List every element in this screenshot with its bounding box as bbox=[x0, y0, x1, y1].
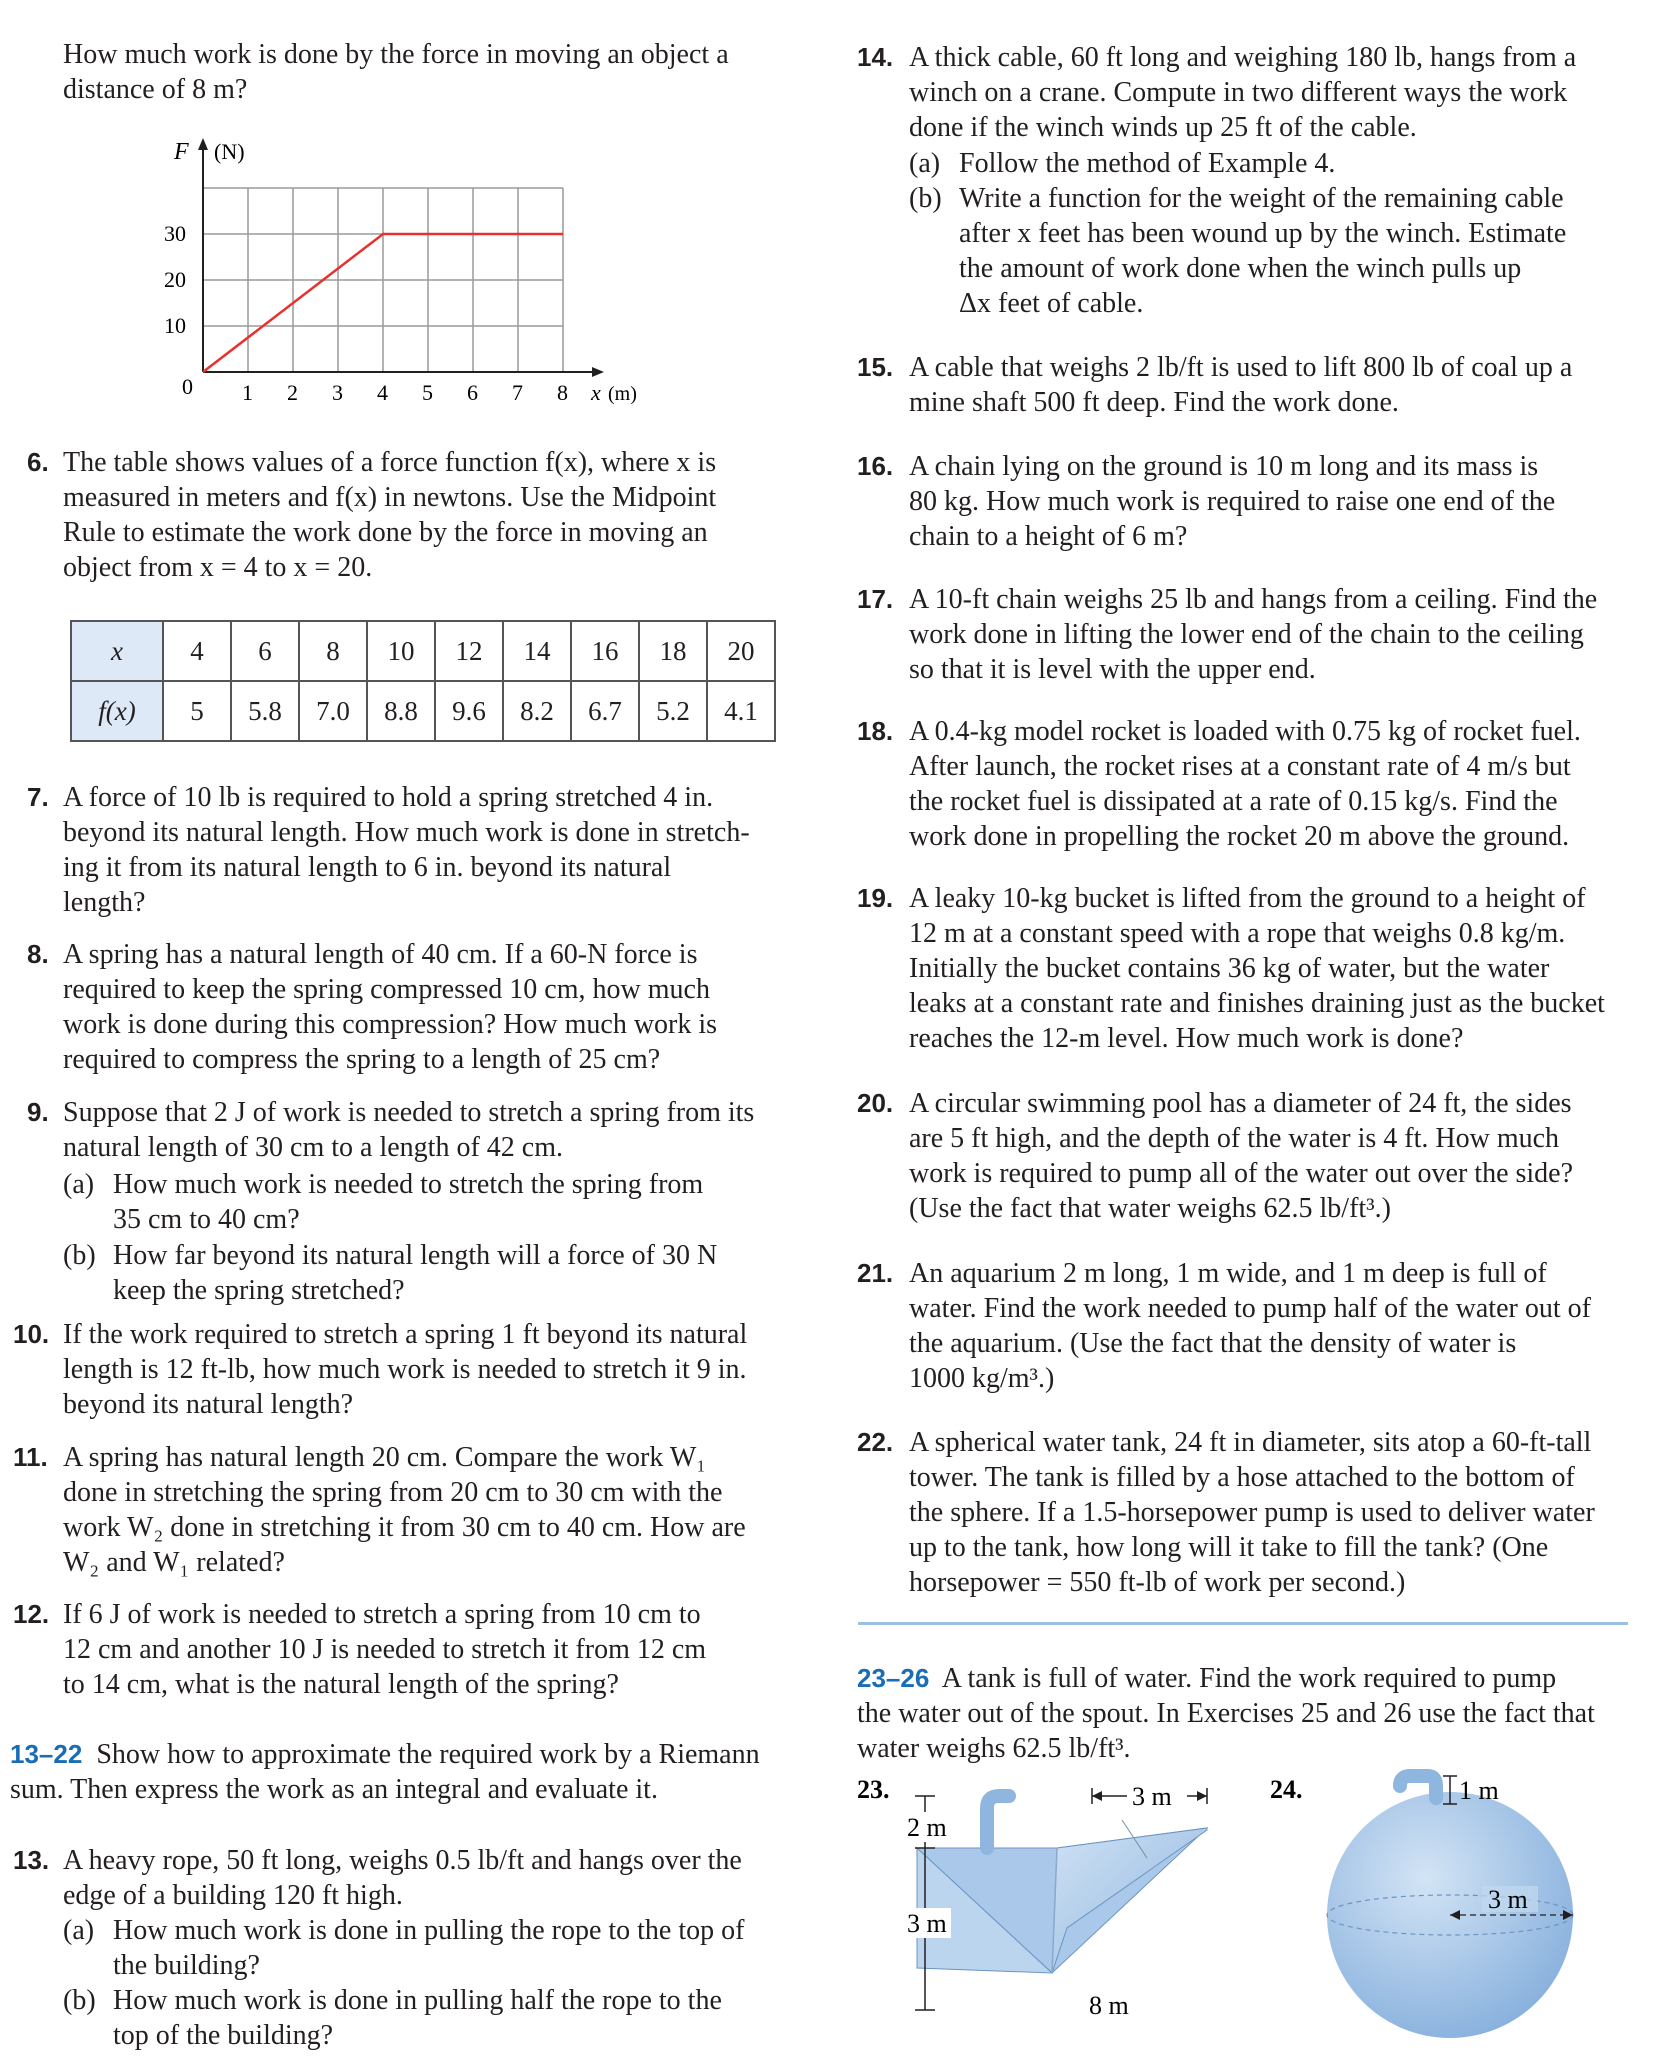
table-cell: 4.1 bbox=[707, 681, 775, 741]
part-label: (a) bbox=[909, 148, 941, 179]
table-cell: 5.8 bbox=[231, 681, 299, 741]
problem-line: A spring has natural length 20 cm. Compare the work W₁ bbox=[63, 1442, 707, 1473]
table-cell: 8.2 bbox=[503, 681, 571, 741]
problem-body bbox=[909, 1086, 1649, 1226]
problem-line: A spring has a natural length of 40 cm. If a 60-N force is bbox=[63, 939, 698, 970]
x-tick: 5 bbox=[422, 380, 433, 405]
problem-body bbox=[63, 445, 803, 585]
problem-body bbox=[909, 40, 1639, 145]
problem-line: (Use the fact that water weighs 62.5 lb/ft³.) bbox=[909, 1193, 1391, 1224]
problem-body bbox=[909, 1425, 1649, 1600]
problem-line: natural length of 30 cm to a length of 42 cm. bbox=[63, 1132, 563, 1163]
x-tick: 6 bbox=[467, 380, 478, 405]
figure-23 bbox=[857, 1768, 1257, 2038]
problem-line: done if the winch winds up 25 ft of the cable. bbox=[909, 112, 1417, 143]
section-23-26 bbox=[857, 1661, 1647, 1766]
part-body bbox=[113, 1238, 803, 1308]
part-line: How far beyond its natural length will a force of 30 N bbox=[113, 1240, 718, 1271]
problem-line: Rule to estimate the work done by the force in moving an bbox=[63, 517, 708, 548]
figure-24 bbox=[1260, 1768, 1660, 2048]
graph-grid bbox=[203, 188, 563, 372]
problem-number: 10. bbox=[13, 1319, 50, 1349]
problem-line: Suppose that 2 J of work is needed to stretch a spring from its bbox=[63, 1097, 755, 1128]
part-line: top of the building? bbox=[113, 2020, 334, 2051]
y-axis-unit: (N) bbox=[214, 139, 245, 164]
table-cell: 9.6 bbox=[435, 681, 503, 741]
problem-line: work is required to pump all of the water out over the side? bbox=[909, 1158, 1574, 1189]
part-label: (b) bbox=[63, 1985, 96, 2016]
part-line: Δx feet of cable. bbox=[959, 288, 1144, 319]
tank-length-label: 8 m bbox=[1089, 1991, 1129, 2020]
table-cell: 8 bbox=[299, 621, 367, 681]
part-line: keep the spring stretched? bbox=[113, 1275, 405, 1306]
y-tick-30: 30 bbox=[164, 221, 186, 246]
x-axis-label: x bbox=[591, 380, 601, 405]
problem-number: 12. bbox=[13, 1599, 50, 1629]
problem-line: 1000 kg/m³.) bbox=[909, 1363, 1055, 1394]
intro-text bbox=[63, 37, 803, 107]
part-body bbox=[959, 181, 1639, 321]
section-line bbox=[857, 1661, 1647, 1696]
part-body bbox=[113, 1913, 803, 1983]
problem-line: to 14 cm, what is the natural length of the spring? bbox=[63, 1669, 619, 1700]
problem-line: are 5 ft high, and the depth of the water is 4 ft. How much bbox=[909, 1123, 1560, 1154]
problem-body bbox=[63, 1597, 803, 1702]
x-tick: 7 bbox=[512, 380, 523, 405]
radius-label: 3 m bbox=[1488, 1885, 1528, 1914]
x-tick: 8 bbox=[557, 380, 568, 405]
arrow-right-icon bbox=[1197, 1791, 1207, 1801]
x-tick: 4 bbox=[377, 380, 388, 405]
problem-line: A force of 10 lb is required to hold a spring stretched 4 in. bbox=[63, 782, 714, 813]
problem-number: 13. bbox=[13, 1845, 50, 1875]
table-cell: 5.2 bbox=[639, 681, 707, 741]
part-body bbox=[113, 1983, 803, 2053]
problem-line: If 6 J of work is needed to stretch a spring from 10 cm to bbox=[63, 1599, 701, 1630]
problem-line: A thick cable, 60 ft long and weighing 180 lb, hangs from a bbox=[909, 42, 1577, 73]
problem-line: 12 m at a constant speed with a rope that weighs 0.8 kg/m. bbox=[909, 918, 1566, 949]
problem-line: A circular swimming pool has a diameter of 24 ft, the sides bbox=[909, 1088, 1572, 1119]
section-range: 13–22 bbox=[10, 1739, 83, 1769]
problem-line: ing it from its natural length to 6 in. beyond its natural bbox=[63, 852, 672, 883]
problem-number: 17. bbox=[857, 584, 894, 614]
problem-line: work W₂ done in stretching it from 30 cm to 40 cm. How are bbox=[63, 1512, 746, 1543]
problem-line: the aquarium. (Use the fact that the density of water is bbox=[909, 1328, 1517, 1359]
problem-line: done in stretching the spring from 20 cm to 30 cm with the bbox=[63, 1477, 723, 1508]
part-line: Follow the method of Example 4. bbox=[959, 148, 1336, 179]
problem-line: horsepower = 550 ft-lb of work per second.) bbox=[909, 1567, 1406, 1598]
x-tick: 1 bbox=[242, 380, 253, 405]
y-axis-label: F bbox=[174, 139, 189, 165]
table-cell: 14 bbox=[503, 621, 571, 681]
problem-line: mine shaft 500 ft deep. Find the work done. bbox=[909, 387, 1399, 418]
problem-line: the rocket fuel is dissipated at a rate of 0.15 kg/s. Find the bbox=[909, 786, 1558, 817]
problem-body bbox=[909, 714, 1649, 854]
part-line: How much work is done in pulling the rope to the top of bbox=[113, 1915, 745, 1946]
problem-number: 18. bbox=[857, 716, 894, 746]
part-label: (b) bbox=[909, 183, 942, 214]
problem-line: object from x = 4 to x = 20. bbox=[63, 552, 373, 583]
section-line: water weighs 62.5 lb/ft³. bbox=[857, 1733, 1131, 1764]
y-tick-20: 20 bbox=[164, 267, 186, 292]
problem-body bbox=[63, 780, 803, 920]
table-cell: 5 bbox=[163, 681, 231, 741]
part-label: (a) bbox=[63, 1169, 95, 1200]
problem-line: A heavy rope, 50 ft long, weighs 0.5 lb/ft and hangs over the bbox=[63, 1845, 742, 1876]
problem-line: winch on a crane. Compute in two different ways the work bbox=[909, 77, 1568, 108]
x-tick: 3 bbox=[332, 380, 343, 405]
table-header-x: x bbox=[71, 621, 163, 681]
problem-line: length is 12 ft-lb, how much work is needed to stretch it 9 in. bbox=[63, 1354, 747, 1385]
spout-length-label: 1 m bbox=[1459, 1776, 1499, 1805]
problem-body bbox=[63, 1095, 803, 1165]
part-body bbox=[113, 1167, 803, 1237]
figure-number: 24. bbox=[1270, 1775, 1303, 1804]
force-table bbox=[70, 620, 776, 742]
spout-height-label: 2 m bbox=[907, 1813, 947, 1842]
table-cell: 18 bbox=[639, 621, 707, 681]
problem-body bbox=[63, 937, 803, 1077]
problem-line: After launch, the rocket rises at a constant rate of 4 m/s but bbox=[909, 751, 1571, 782]
table-cell: 6 bbox=[231, 621, 299, 681]
problem-line: chain to a height of 6 m? bbox=[909, 521, 1188, 552]
y-tick-10: 10 bbox=[164, 313, 186, 338]
problem-line: required to compress the spring to a length of 25 cm? bbox=[63, 1044, 661, 1075]
problem-line: work is done during this compression? How much work is bbox=[63, 1009, 718, 1040]
problem-number: 11. bbox=[13, 1442, 48, 1472]
part-label: (b) bbox=[63, 1240, 96, 1271]
section-line: the water out of the spout. In Exercises 25 and 26 use the fact that bbox=[857, 1698, 1595, 1729]
part-line: Write a function for the weight of the remaining cable bbox=[959, 183, 1564, 214]
problem-body bbox=[909, 1256, 1649, 1396]
problem-line: A chain lying on the ground is 10 m long and its mass is bbox=[909, 451, 1539, 482]
problem-number: 15. bbox=[857, 352, 894, 382]
part-line: after x feet has been wound up by the winch. Estimate bbox=[959, 218, 1567, 249]
problem-body bbox=[63, 1843, 803, 1913]
section-text: Show how to approximate the required work by a Riemann bbox=[96, 1739, 760, 1770]
section-text: A tank is full of water. Find the work required to pump bbox=[941, 1663, 1557, 1694]
problem-line: A 0.4-kg model rocket is loaded with 0.75 kg of rocket fuel. bbox=[909, 716, 1581, 747]
part-line: How much work is needed to stretch the spring from bbox=[113, 1169, 704, 1200]
problem-line: Initially the bucket contains 36 kg of water, but the water bbox=[909, 953, 1550, 984]
problem-line: 80 kg. How much work is required to raise one end of the bbox=[909, 486, 1556, 517]
problem-line: A spherical water tank, 24 ft in diameter, sits atop a 60-ft-tall bbox=[909, 1427, 1592, 1458]
section-line bbox=[10, 1737, 800, 1772]
problem-line: An aquarium 2 m long, 1 m wide, and 1 m deep is full of bbox=[909, 1258, 1547, 1289]
part-label: (a) bbox=[63, 1915, 95, 1946]
problem-line: work done in propelling the rocket 20 m above the ground. bbox=[909, 821, 1570, 852]
problem-body bbox=[909, 881, 1649, 1056]
y-axis-arrow-icon bbox=[198, 138, 208, 150]
table-cell: 12 bbox=[435, 621, 503, 681]
problem-line: the sphere. If a 1.5-horsepower pump is used to deliver water bbox=[909, 1497, 1595, 1528]
part-line: How much work is done in pulling half the rope to the bbox=[113, 1985, 722, 2016]
table-cell: 20 bbox=[707, 621, 775, 681]
problem-line: A leaky 10-kg bucket is lifted from the ground to a height of bbox=[909, 883, 1586, 914]
table-cell: 4 bbox=[163, 621, 231, 681]
problem-body bbox=[909, 582, 1649, 687]
problem-number: 19. bbox=[857, 883, 894, 913]
problem-number: 22. bbox=[857, 1427, 894, 1457]
problem-line: water. Find the work needed to pump half of the water out of bbox=[909, 1293, 1591, 1324]
origin-label: 0 bbox=[182, 374, 193, 399]
problem-line: edge of a building 120 ft high. bbox=[63, 1880, 403, 1911]
problem-number: 6. bbox=[27, 447, 49, 477]
problem-line: 12 cm and another 10 J is needed to stretch it from 12 cm bbox=[63, 1634, 707, 1665]
problem-line: leaks at a constant rate and finishes draining just as the bucket bbox=[909, 988, 1605, 1019]
problem-line: reaches the 12-m level. How much work is done? bbox=[909, 1023, 1464, 1054]
top-width-label: 3 m bbox=[1132, 1782, 1172, 1811]
section-divider bbox=[858, 1622, 1628, 1625]
x-axis-arrow-icon bbox=[592, 367, 604, 377]
part-body bbox=[959, 146, 1639, 181]
part-line: 35 cm to 40 cm? bbox=[113, 1204, 300, 1235]
sphere-spout bbox=[1400, 1776, 1436, 1798]
problem-number: 14. bbox=[857, 42, 894, 72]
x-axis-unit: (m) bbox=[608, 383, 637, 405]
problem-line: so that it is level with the upper end. bbox=[909, 654, 1316, 685]
problem-line: If the work required to stretch a spring 1 ft beyond its natural bbox=[63, 1319, 748, 1350]
problem-line: W₂ and W₁ related? bbox=[63, 1547, 285, 1578]
problem-body bbox=[63, 1440, 803, 1580]
problem-number: 7. bbox=[27, 782, 49, 812]
problem-line: beyond its natural length? bbox=[63, 1389, 354, 1420]
problem-number: 9. bbox=[27, 1097, 49, 1127]
table-cell: 10 bbox=[367, 621, 435, 681]
problem-number: 8. bbox=[27, 939, 49, 969]
problem-line: The table shows values of a force function f(x), where x is bbox=[63, 447, 717, 478]
problem-number: 20. bbox=[857, 1088, 894, 1118]
problem-line: required to keep the spring compressed 10 cm, how much bbox=[63, 974, 710, 1005]
problem-line: A 10-ft chain weighs 25 lb and hangs from a ceiling. Find the bbox=[909, 584, 1598, 615]
table-cell: 6.7 bbox=[571, 681, 639, 741]
section-range: 23–26 bbox=[857, 1663, 930, 1693]
table-cell: 8.8 bbox=[367, 681, 435, 741]
spout bbox=[987, 1796, 1009, 1848]
problem-number: 16. bbox=[857, 451, 894, 481]
problem-line: up to the tank, how long will it take to fill the tank? (One bbox=[909, 1532, 1549, 1563]
problem-line: length? bbox=[63, 887, 146, 918]
table-cell: 7.0 bbox=[299, 681, 367, 741]
table-row-x bbox=[71, 621, 775, 681]
problem-line: tower. The tank is filled by a hose attached to the bottom of bbox=[909, 1462, 1575, 1493]
table-row-fx bbox=[71, 681, 775, 741]
arrow-left-icon bbox=[1092, 1791, 1102, 1801]
force-graph bbox=[108, 130, 668, 415]
x-tick: 2 bbox=[287, 380, 298, 405]
problem-line: A cable that weighs 2 lb/ft is used to lift 800 lb of coal up a bbox=[909, 352, 1573, 383]
problem-number: 21. bbox=[857, 1258, 894, 1288]
part-line: the building? bbox=[113, 1950, 260, 1981]
problem-body bbox=[909, 449, 1639, 554]
intro-line: How much work is done by the force in moving an object a bbox=[63, 39, 729, 70]
problem-line: measured in meters and f(x) in newtons. Use the Midpoint bbox=[63, 482, 717, 513]
section-line: sum. Then express the work as an integral and evaluate it. bbox=[10, 1774, 658, 1805]
figure-number: 23. bbox=[857, 1775, 890, 1804]
intro-line: distance of 8 m? bbox=[63, 74, 248, 105]
table-header-fx: f(x) bbox=[71, 681, 163, 741]
part-line: the amount of work done when the winch pulls up bbox=[959, 253, 1522, 284]
tank-height-label: 3 m bbox=[907, 1909, 947, 1938]
problem-body bbox=[63, 1317, 803, 1422]
section-13-22 bbox=[10, 1737, 800, 1807]
problem-line: work done in lifting the lower end of the chain to the ceiling bbox=[909, 619, 1584, 650]
problem-body bbox=[909, 350, 1639, 420]
problem-line: beyond its natural length. How much work is done in stretch- bbox=[63, 817, 750, 848]
table-cell: 16 bbox=[571, 621, 639, 681]
